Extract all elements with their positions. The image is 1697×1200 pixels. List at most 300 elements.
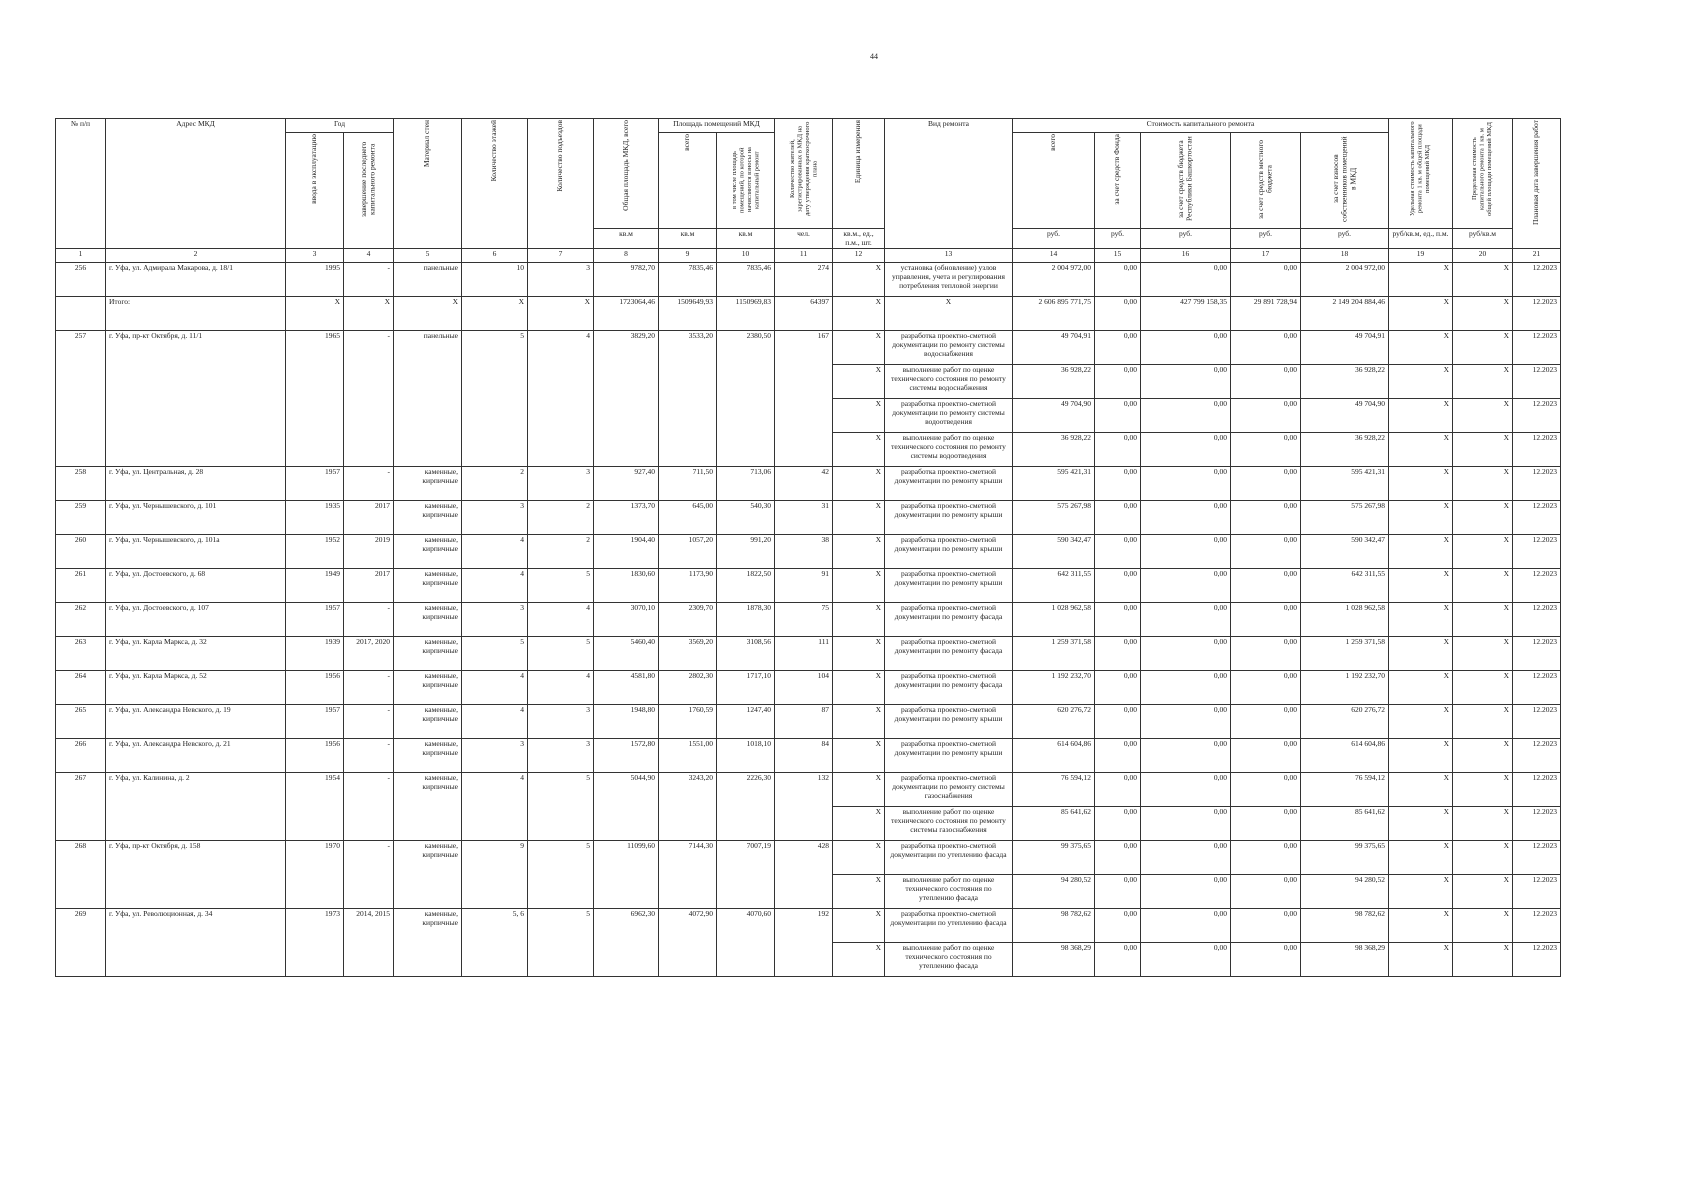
- cost-fund-cell: 0,00: [1095, 705, 1141, 739]
- address-cell: Итого:: [106, 297, 286, 331]
- cost-owners-cell: 595 421,31: [1301, 467, 1389, 501]
- unit-cost-cell: X: [1389, 399, 1453, 433]
- cost-fund-cell: 0,00: [1095, 943, 1141, 977]
- header-unit: Единица измерения: [853, 120, 863, 184]
- cost-republic-cell: 0,00: [1141, 739, 1231, 773]
- year-last-repair-cell: 2017: [344, 569, 394, 603]
- max-cost-cell: X: [1453, 467, 1513, 501]
- floors-cell: 3: [462, 501, 528, 535]
- column-number: 17: [1231, 249, 1301, 263]
- residents-cell: 31: [775, 501, 833, 535]
- premises-area-cell: 1760,59: [659, 705, 717, 739]
- table-row: [56, 909, 1561, 943]
- year-last-repair-cell: 2014, 2015: [344, 909, 394, 977]
- deadline-cell: 12.2023: [1513, 841, 1561, 875]
- paying-area-cell: 1878,30: [717, 603, 775, 637]
- premises-area-cell: 3569,20: [659, 637, 717, 671]
- paying-area-cell: 2380,50: [717, 331, 775, 467]
- cost-fund-cell: 0,00: [1095, 263, 1141, 297]
- column-number: 16: [1141, 249, 1231, 263]
- max-cost-cell: X: [1453, 501, 1513, 535]
- unit-cost-cell: X: [1389, 331, 1453, 365]
- repair-type-cell: выполнение работ по оценке технического состояния по утеплению фасада: [885, 943, 1013, 977]
- cost-local-cell: 0,00: [1231, 603, 1301, 637]
- header-cost-republic: за счет средств бюджета Республики Башкортостан: [1175, 136, 1194, 222]
- unit-cost-cell: X: [1389, 433, 1453, 467]
- cost-fund-cell: 0,00: [1095, 637, 1141, 671]
- table-row: [56, 841, 1561, 875]
- column-number: 18: [1301, 249, 1389, 263]
- total-area-cell: 1948,80: [594, 705, 659, 739]
- row-number: 260: [56, 535, 106, 569]
- cost-total-cell: 590 342,47: [1013, 535, 1095, 569]
- floors-cell: 5: [462, 331, 528, 467]
- unit-cell: X: [833, 297, 885, 331]
- paying-area-cell: 7835,46: [717, 263, 775, 297]
- header-address: Адрес МКД: [106, 119, 286, 249]
- unit-cell: X: [833, 739, 885, 773]
- address-cell: г. Уфа, ул. Александра Невского, д. 19: [106, 705, 286, 739]
- unit-cell: X: [833, 705, 885, 739]
- address-cell: г. Уфа, ул. Достоевского, д. 68: [106, 569, 286, 603]
- cost-total-cell: 614 604,86: [1013, 739, 1095, 773]
- residents-cell: 84: [775, 739, 833, 773]
- cost-total-cell: 1 259 371,58: [1013, 637, 1095, 671]
- row-number: 257: [56, 331, 106, 467]
- unit-cell: X: [833, 535, 885, 569]
- repair-type-cell: разработка проектно-сметной документации по ремонту крыши: [885, 467, 1013, 501]
- cost-fund-cell: 0,00: [1095, 297, 1141, 331]
- unit-cell: X: [833, 331, 885, 365]
- year-commission-cell: 1952: [286, 535, 344, 569]
- max-cost-cell: X: [1453, 841, 1513, 875]
- unit-cell: X: [833, 501, 885, 535]
- column-number: 9: [659, 249, 717, 263]
- unit-cost-cell: X: [1389, 875, 1453, 909]
- table-row: [56, 739, 1561, 773]
- paying-area-cell: 2226,30: [717, 773, 775, 841]
- deadline-cell: 12.2023: [1513, 569, 1561, 603]
- cost-owners-cell: 575 267,98: [1301, 501, 1389, 535]
- unit-cost-cell: X: [1389, 943, 1453, 977]
- unit-cell: X: [833, 399, 885, 433]
- cost-local-cell: 0,00: [1231, 773, 1301, 807]
- year-commission-cell: 1965: [286, 331, 344, 467]
- year-commission-cell: 1995: [286, 263, 344, 297]
- total-area-cell: 927,40: [594, 467, 659, 501]
- address-cell: г. Уфа, ул. Карла Маркса, д. 52: [106, 671, 286, 705]
- cost-fund-cell: 0,00: [1095, 875, 1141, 909]
- table-row: [56, 263, 1561, 297]
- cost-total-cell: 94 280,52: [1013, 875, 1095, 909]
- column-number: 1: [56, 249, 106, 263]
- cost-total-cell: 85 641,62: [1013, 807, 1095, 841]
- header-max-cost: Предельная стоимость капитального ремонта 1 кв. м общей площади помещений МКД: [1471, 122, 1494, 216]
- header-total-area: Общая площадь МКД, всего: [620, 120, 630, 211]
- cost-local-cell: 0,00: [1231, 535, 1301, 569]
- residents-cell: 38: [775, 535, 833, 569]
- cost-fund-cell: 0,00: [1095, 807, 1141, 841]
- cost-republic-cell: 0,00: [1141, 501, 1231, 535]
- repair-type-cell: выполнение работ по оценке технического состояния по утеплению фасада: [885, 875, 1013, 909]
- year-commission-cell: 1970: [286, 841, 344, 909]
- paying-area-cell: 1822,50: [717, 569, 775, 603]
- wall-material-cell: панельные: [394, 331, 462, 467]
- deadline-cell: 12.2023: [1513, 909, 1561, 943]
- row-number: 259: [56, 501, 106, 535]
- deadline-cell: 12.2023: [1513, 501, 1561, 535]
- cost-owners-cell: 98 368,29: [1301, 943, 1389, 977]
- premises-area-cell: 1173,90: [659, 569, 717, 603]
- cost-local-cell: 0,00: [1231, 399, 1301, 433]
- cost-local-cell: 0,00: [1231, 841, 1301, 875]
- wall-material-cell: каменные, кирпичные: [394, 603, 462, 637]
- year-commission-cell: 1957: [286, 705, 344, 739]
- column-number: 13: [885, 249, 1013, 263]
- floors-cell: 4: [462, 705, 528, 739]
- cost-total-cell: 1 192 232,70: [1013, 671, 1095, 705]
- cost-local-cell: 29 891 728,94: [1231, 297, 1301, 331]
- unit-cell: X: [833, 569, 885, 603]
- unit-cost-cell: X: [1389, 739, 1453, 773]
- premises-area-cell: 7835,46: [659, 263, 717, 297]
- column-number: 19: [1389, 249, 1453, 263]
- page-number: 44: [870, 52, 878, 61]
- table-row: [56, 331, 1561, 365]
- max-cost-cell: X: [1453, 603, 1513, 637]
- row-number: 265: [56, 705, 106, 739]
- cost-fund-cell: 0,00: [1095, 603, 1141, 637]
- table-row: [56, 569, 1561, 603]
- cost-owners-cell: 1 259 371,58: [1301, 637, 1389, 671]
- column-number: 15: [1095, 249, 1141, 263]
- cost-local-cell: 0,00: [1231, 637, 1301, 671]
- cost-local-cell: 0,00: [1231, 467, 1301, 501]
- repair-type-cell: X: [885, 297, 1013, 331]
- deadline-cell: 12.2023: [1513, 773, 1561, 807]
- premises-area-cell: 3533,20: [659, 331, 717, 467]
- entrances-cell: 4: [528, 603, 594, 637]
- max-cost-cell: X: [1453, 671, 1513, 705]
- deadline-cell: 12.2023: [1513, 399, 1561, 433]
- cost-local-cell: 0,00: [1231, 705, 1301, 739]
- header-residents: Количество жителей, зарегистрированных в МКД на дату утверждения краткосрочного плана: [788, 121, 818, 217]
- address-cell: г. Уфа, ул. Центральная, д. 28: [106, 467, 286, 501]
- cost-owners-cell: 614 604,86: [1301, 739, 1389, 773]
- column-number: 12: [833, 249, 885, 263]
- year-last-repair-cell: -: [344, 739, 394, 773]
- unit-area-paying: кв.м: [717, 229, 775, 249]
- paying-area-cell: 540,30: [717, 501, 775, 535]
- table-row: [56, 535, 1561, 569]
- deadline-cell: 12.2023: [1513, 637, 1561, 671]
- floors-cell: 4: [462, 535, 528, 569]
- header-premises-paying: в том числе площадь помещений, по которой начисляются взносы на капитальный ремонт: [730, 147, 760, 213]
- column-number: 4: [344, 249, 394, 263]
- cost-owners-cell: 36 928,22: [1301, 365, 1389, 399]
- floors-cell: 4: [462, 569, 528, 603]
- cost-fund-cell: 0,00: [1095, 909, 1141, 943]
- unit-cell: X: [833, 909, 885, 943]
- cost-total-cell: 36 928,22: [1013, 433, 1095, 467]
- table-row: [56, 705, 1561, 739]
- paying-area-cell: 1150969,83: [717, 297, 775, 331]
- wall-material-cell: каменные, кирпичные: [394, 467, 462, 501]
- header-premises-area-group: Площадь помещений МКД: [659, 119, 775, 133]
- year-commission-cell: 1956: [286, 671, 344, 705]
- repair-type-cell: разработка проектно-сметной документации по ремонту крыши: [885, 501, 1013, 535]
- entrances-cell: 5: [528, 569, 594, 603]
- paying-area-cell: 991,20: [717, 535, 775, 569]
- cost-republic-cell: 0,00: [1141, 637, 1231, 671]
- cost-local-cell: 0,00: [1231, 807, 1301, 841]
- column-number: 11: [775, 249, 833, 263]
- entrances-cell: 4: [528, 671, 594, 705]
- cost-total-cell: 2 606 895 771,75: [1013, 297, 1095, 331]
- unit-area-premises: кв.м: [659, 229, 717, 249]
- cost-local-cell: 0,00: [1231, 501, 1301, 535]
- floors-cell: 10: [462, 263, 528, 297]
- table-row: [56, 297, 1561, 331]
- repair-register-table: [55, 118, 1561, 977]
- premises-area-cell: 645,00: [659, 501, 717, 535]
- max-cost-cell: X: [1453, 637, 1513, 671]
- cost-local-cell: 0,00: [1231, 263, 1301, 297]
- year-last-repair-cell: -: [344, 705, 394, 739]
- year-last-repair-cell: -: [344, 671, 394, 705]
- premises-area-cell: 2802,30: [659, 671, 717, 705]
- deadline-cell: 12.2023: [1513, 331, 1561, 365]
- unit-cell: X: [833, 637, 885, 671]
- header-deadline: Плановая дата завершения работ: [1531, 120, 1541, 226]
- floors-cell: X: [462, 297, 528, 331]
- cost-total-cell: 98 368,29: [1013, 943, 1095, 977]
- unit-rub-total: руб.: [1013, 229, 1095, 249]
- premises-area-cell: 7144,30: [659, 841, 717, 909]
- total-area-cell: 1904,40: [594, 535, 659, 569]
- residents-cell: 111: [775, 637, 833, 671]
- total-area-cell: 3070,10: [594, 603, 659, 637]
- deadline-cell: 12.2023: [1513, 875, 1561, 909]
- column-number: 2: [106, 249, 286, 263]
- address-cell: г. Уфа, ул. Александра Невского, д. 21: [106, 739, 286, 773]
- max-cost-cell: X: [1453, 705, 1513, 739]
- unit-max-cost: руб/кв.м: [1453, 229, 1513, 249]
- repair-type-cell: разработка проектно-сметной документации по ремонту крыши: [885, 705, 1013, 739]
- cost-local-cell: 0,00: [1231, 671, 1301, 705]
- cost-republic-cell: 0,00: [1141, 331, 1231, 365]
- residents-cell: 428: [775, 841, 833, 909]
- max-cost-cell: X: [1453, 399, 1513, 433]
- cost-fund-cell: 0,00: [1095, 569, 1141, 603]
- address-cell: г. Уфа, ул. Достоевского, д. 107: [106, 603, 286, 637]
- year-last-repair-cell: -: [344, 331, 394, 467]
- unit-rub-republic: руб.: [1141, 229, 1231, 249]
- cost-owners-cell: 2 004 972,00: [1301, 263, 1389, 297]
- cost-owners-cell: 99 375,65: [1301, 841, 1389, 875]
- cost-owners-cell: 94 280,52: [1301, 875, 1389, 909]
- entrances-cell: 3: [528, 705, 594, 739]
- entrances-cell: 3: [528, 467, 594, 501]
- header-cost-fund: за счет средств Фонда: [1112, 134, 1122, 205]
- header-entrances: Количество подъездов: [555, 120, 565, 192]
- year-commission-cell: 1939: [286, 637, 344, 671]
- header-unit-cost: Удельная стоимость капитального ремонта 1 кв. м общей площади помещений МКД: [1409, 121, 1432, 217]
- residents-cell: 192: [775, 909, 833, 977]
- unit-cost-cell: X: [1389, 297, 1453, 331]
- cost-republic-cell: 0,00: [1141, 569, 1231, 603]
- header-year-commission: ввода в эксплуатацию: [309, 134, 319, 204]
- max-cost-cell: X: [1453, 297, 1513, 331]
- column-number: 10: [717, 249, 775, 263]
- year-last-repair-cell: -: [344, 263, 394, 297]
- cost-local-cell: 0,00: [1231, 331, 1301, 365]
- cost-owners-cell: 642 311,55: [1301, 569, 1389, 603]
- year-commission-cell: 1973: [286, 909, 344, 977]
- address-cell: г. Уфа, ул. Революционная, д. 34: [106, 909, 286, 977]
- entrances-cell: 2: [528, 501, 594, 535]
- column-number: 7: [528, 249, 594, 263]
- floors-cell: 5: [462, 637, 528, 671]
- unit-cost-cell: X: [1389, 535, 1453, 569]
- deadline-cell: 12.2023: [1513, 433, 1561, 467]
- repair-type-cell: разработка проектно-сметной документации по ремонту фасада: [885, 637, 1013, 671]
- cost-owners-cell: 85 641,62: [1301, 807, 1389, 841]
- cost-local-cell: 0,00: [1231, 433, 1301, 467]
- row-number: 266: [56, 739, 106, 773]
- entrances-cell: 3: [528, 263, 594, 297]
- table-row: [56, 671, 1561, 705]
- unit-cell: X: [833, 807, 885, 841]
- year-last-repair-cell: X: [344, 297, 394, 331]
- unit-cell: X: [833, 263, 885, 297]
- cost-owners-cell: 49 704,91: [1301, 331, 1389, 365]
- unit-cost-cell: X: [1389, 841, 1453, 875]
- cost-local-cell: 0,00: [1231, 569, 1301, 603]
- repair-type-cell: разработка проектно-сметной документации по ремонту системы водоотведения: [885, 399, 1013, 433]
- entrances-cell: 5: [528, 909, 594, 977]
- cost-owners-cell: 36 928,22: [1301, 433, 1389, 467]
- max-cost-cell: X: [1453, 263, 1513, 297]
- column-number: 3: [286, 249, 344, 263]
- paying-area-cell: 3108,56: [717, 637, 775, 671]
- cost-local-cell: 0,00: [1231, 365, 1301, 399]
- unit-cell: X: [833, 943, 885, 977]
- cost-fund-cell: 0,00: [1095, 841, 1141, 875]
- repair-type-cell: выполнение работ по оценке технического состояния по ремонту системы водоотведения: [885, 433, 1013, 467]
- unit-cell: X: [833, 365, 885, 399]
- wall-material-cell: каменные, кирпичные: [394, 841, 462, 909]
- total-area-cell: 9782,70: [594, 263, 659, 297]
- address-cell: г. Уфа, ул. Адмирала Макарова, д. 18/1: [106, 263, 286, 297]
- residents-cell: 167: [775, 331, 833, 467]
- deadline-cell: 12.2023: [1513, 807, 1561, 841]
- cost-owners-cell: 98 782,62: [1301, 909, 1389, 943]
- residents-cell: 87: [775, 705, 833, 739]
- unit-cell: X: [833, 467, 885, 501]
- deadline-cell: 12.2023: [1513, 943, 1561, 977]
- repair-type-cell: разработка проектно-сметной документации по ремонту системы водоснабжения: [885, 331, 1013, 365]
- entrances-cell: 4: [528, 331, 594, 467]
- row-number: 256: [56, 263, 106, 297]
- row-number: 267: [56, 773, 106, 841]
- cost-republic-cell: 0,00: [1141, 535, 1231, 569]
- unit-cost-cell: X: [1389, 807, 1453, 841]
- premises-area-cell: 3243,20: [659, 773, 717, 841]
- cost-total-cell: 76 594,12: [1013, 773, 1095, 807]
- repair-type-cell: выполнение работ по оценке технического состояния по ремонту системы водоснабжения: [885, 365, 1013, 399]
- wall-material-cell: каменные, кирпичные: [394, 671, 462, 705]
- table-row: [56, 637, 1561, 671]
- unit-cost-cell: X: [1389, 263, 1453, 297]
- deadline-cell: 12.2023: [1513, 671, 1561, 705]
- unit-cost-cell: X: [1389, 637, 1453, 671]
- wall-material-cell: каменные, кирпичные: [394, 569, 462, 603]
- max-cost-cell: X: [1453, 773, 1513, 807]
- repair-type-cell: разработка проектно-сметной документации по ремонту крыши: [885, 535, 1013, 569]
- address-cell: г. Уфа, ул. Чернышевского, д. 101а: [106, 535, 286, 569]
- row-number: 264: [56, 671, 106, 705]
- total-area-cell: 5460,40: [594, 637, 659, 671]
- deadline-cell: 12.2023: [1513, 365, 1561, 399]
- year-commission-cell: 1957: [286, 467, 344, 501]
- premises-area-cell: 1509649,93: [659, 297, 717, 331]
- repair-type-cell: разработка проектно-сметной документации по утеплению фасада: [885, 909, 1013, 943]
- residents-cell: 104: [775, 671, 833, 705]
- cost-fund-cell: 0,00: [1095, 467, 1141, 501]
- entrances-cell: 5: [528, 637, 594, 671]
- max-cost-cell: X: [1453, 943, 1513, 977]
- entrances-cell: 2: [528, 535, 594, 569]
- header-cost-total: всего: [1048, 134, 1058, 151]
- total-area-cell: 1572,80: [594, 739, 659, 773]
- header-cost-local: за счет средств местного бюджета: [1255, 139, 1274, 219]
- year-last-repair-cell: -: [344, 773, 394, 841]
- entrances-cell: 3: [528, 739, 594, 773]
- header-repair-type: Вид ремонта: [885, 119, 1013, 249]
- cost-fund-cell: 0,00: [1095, 671, 1141, 705]
- cost-owners-cell: 76 594,12: [1301, 773, 1389, 807]
- cost-republic-cell: 0,00: [1141, 671, 1231, 705]
- cost-total-cell: 1 028 962,58: [1013, 603, 1095, 637]
- total-area-cell: 3829,20: [594, 331, 659, 467]
- wall-material-cell: каменные, кирпичные: [394, 705, 462, 739]
- cost-republic-cell: 0,00: [1141, 841, 1231, 875]
- cost-republic-cell: 0,00: [1141, 365, 1231, 399]
- total-area-cell: 1723064,46: [594, 297, 659, 331]
- cost-fund-cell: 0,00: [1095, 535, 1141, 569]
- max-cost-cell: X: [1453, 569, 1513, 603]
- total-area-cell: 4581,80: [594, 671, 659, 705]
- cost-fund-cell: 0,00: [1095, 399, 1141, 433]
- deadline-cell: 12.2023: [1513, 535, 1561, 569]
- cost-republic-cell: 0,00: [1141, 943, 1231, 977]
- cost-local-cell: 0,00: [1231, 875, 1301, 909]
- column-number: 5: [394, 249, 462, 263]
- header-year-group: Год: [286, 119, 394, 133]
- year-last-repair-cell: 2019: [344, 535, 394, 569]
- cost-total-cell: 595 421,31: [1013, 467, 1095, 501]
- cost-republic-cell: 0,00: [1141, 263, 1231, 297]
- residents-cell: 91: [775, 569, 833, 603]
- floors-cell: 4: [462, 671, 528, 705]
- residents-cell: 132: [775, 773, 833, 841]
- wall-material-cell: каменные, кирпичные: [394, 773, 462, 841]
- paying-area-cell: 713,06: [717, 467, 775, 501]
- unit-unit-cost: руб/кв.м, ед., п.м.: [1389, 229, 1453, 249]
- repair-type-cell: разработка проектно-сметной документации по утеплению фасада: [885, 841, 1013, 875]
- cost-total-cell: 98 782,62: [1013, 909, 1095, 943]
